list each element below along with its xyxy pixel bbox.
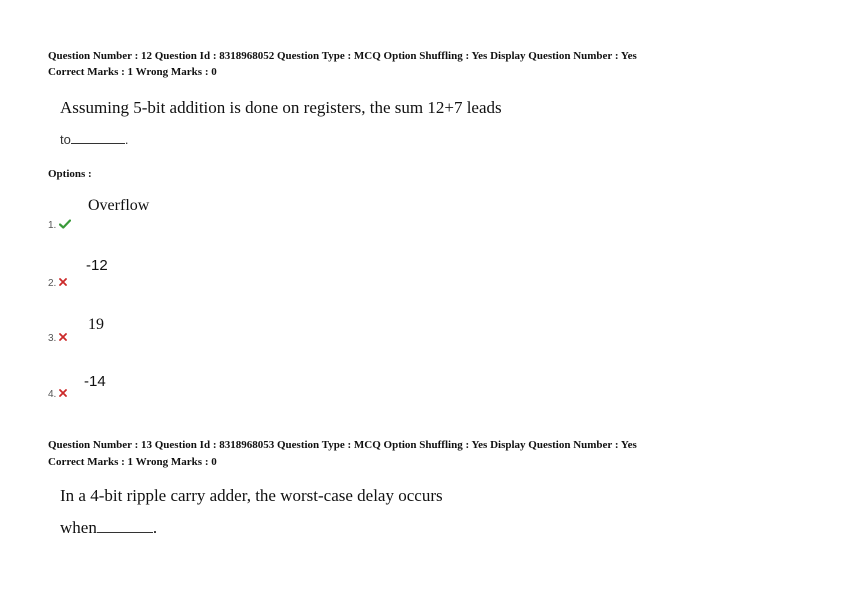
option-3-number: 3. xyxy=(48,333,57,345)
q13-header-line1: Question Number : 13 Question Id : 8318968053 Question Type : MCQ Option Shuffling : Yes Display Question Number : Yes xyxy=(48,439,637,451)
cross-icon xyxy=(59,278,67,289)
option-1-text: Overflow xyxy=(88,197,150,214)
answer-blank xyxy=(71,142,125,144)
q12-marks-line: Correct Marks : 1 Wrong Marks : 0 xyxy=(48,66,217,78)
option-4-text: -14 xyxy=(84,373,106,390)
q12-text-to: to xyxy=(60,132,71,147)
option-1-marker xyxy=(48,219,71,232)
q13-text-when: when xyxy=(60,518,97,537)
q12-text-line1: Assuming 5-bit addition is done on registers, the sum 12+7 leads xyxy=(60,98,502,117)
option-3-marker xyxy=(48,333,67,344)
q12-text-line2 xyxy=(60,132,128,147)
answer-blank xyxy=(97,531,153,533)
q13-text-line2 xyxy=(60,518,157,538)
option-2-text: -12 xyxy=(86,257,108,274)
q12-header-line1: Question Number : 12 Question Id : 8318968052 Question Type : MCQ Option Shuffling : Yes Display Question Number : Yes xyxy=(48,50,637,62)
options-label: Options : xyxy=(48,168,92,180)
cross-icon xyxy=(59,389,67,400)
option-3-text: 19 xyxy=(88,316,104,333)
check-icon xyxy=(59,219,71,232)
q13-marks-line: Correct Marks : 1 Wrong Marks : 0 xyxy=(48,456,217,468)
q13-blank-period: . xyxy=(152,518,158,537)
q13-text-line1: In a 4-bit ripple carry adder, the worst-case delay occurs xyxy=(60,486,443,505)
cross-icon xyxy=(59,333,67,344)
q12-blank-period: . xyxy=(124,132,129,147)
option-4-marker xyxy=(48,389,67,400)
option-1-number: 1. xyxy=(48,220,57,232)
option-2-marker xyxy=(48,278,67,289)
option-2-number: 2. xyxy=(48,278,57,290)
option-4-number: 4. xyxy=(48,389,57,401)
